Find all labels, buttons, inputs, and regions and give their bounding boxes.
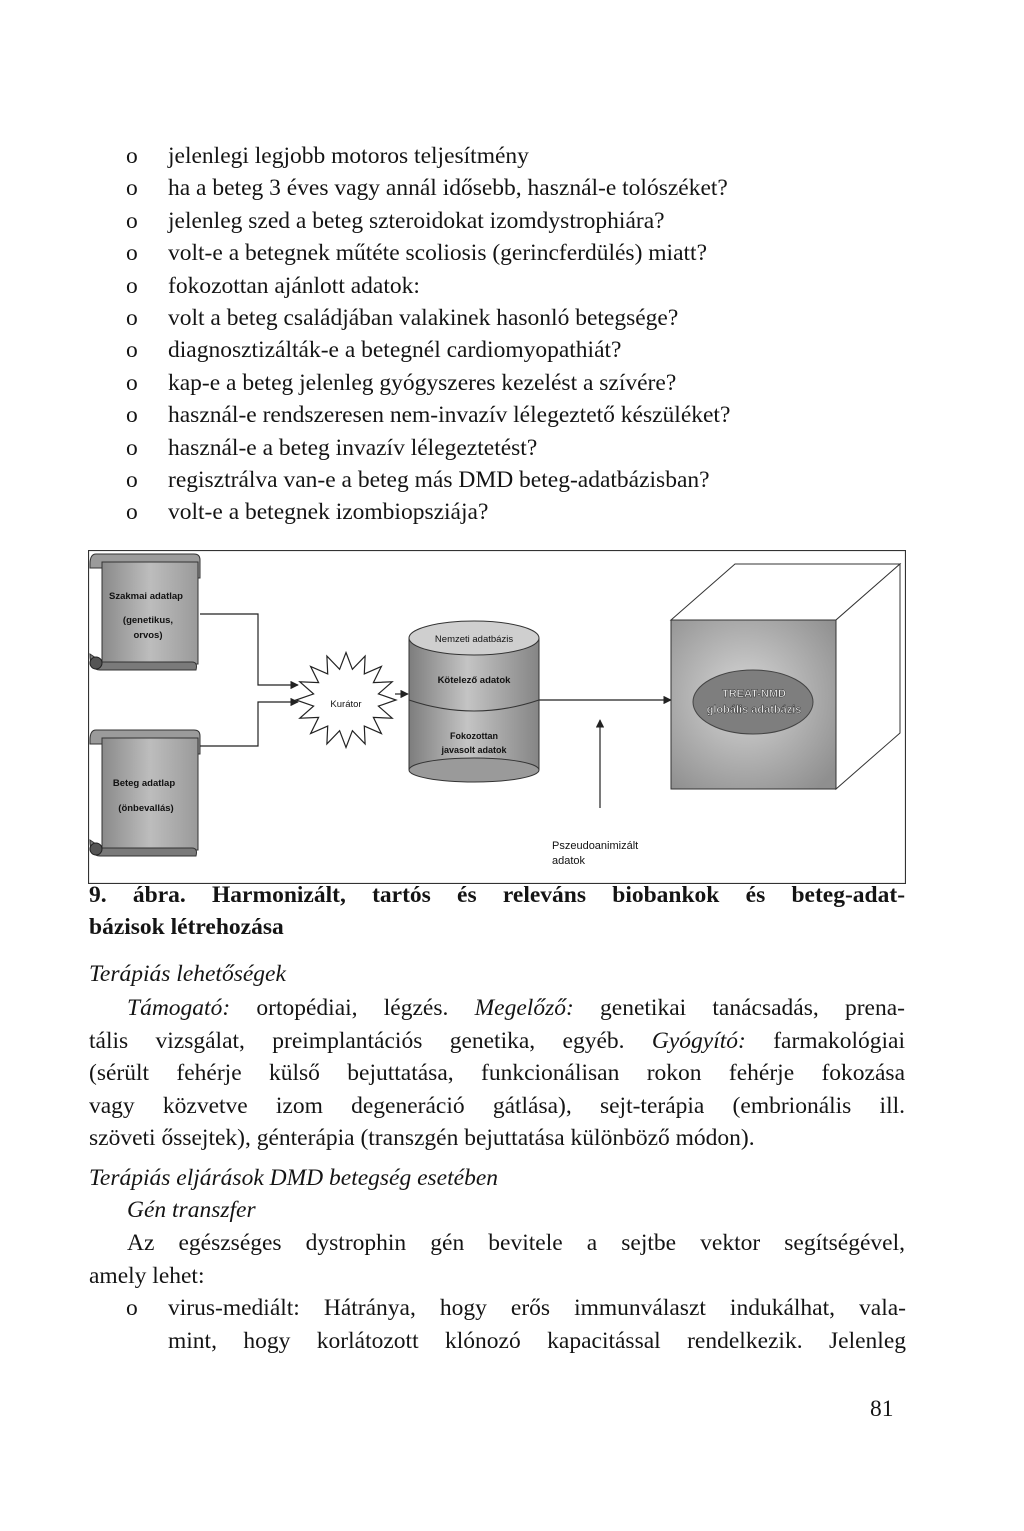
section-heading-procedures: Terápiás eljárások DMD betegség esetében [89, 1165, 499, 1191]
list-item: o kap-e a beteg jelenleg gyógyszeres kezelést a szívére? [126, 369, 677, 396]
page-number: 81 [870, 1396, 894, 1422]
paragraph-line: tális vizsgálat, preimplantációs genetika, egyéb. Gyógyító: farmakológiai [89, 1027, 906, 1054]
paragraph-line: mint, hogy korlátozott klónozó kapacitással rendelkezik. Jelenleg [168, 1327, 906, 1354]
paragraph-line: (sérült fehérje külső bejuttatása, funkcionálisan rokon fehérje fokozása [89, 1060, 905, 1087]
scroll1-line2: (genetikus, [122, 615, 174, 626]
list-item: o fokozottan ajánlott adatok: [126, 272, 420, 299]
db-top-label: Nemzeti adatbázis [434, 634, 514, 645]
scroll2-line2: (önbevallás) [118, 803, 174, 814]
cube-label-1: TREAT-NMD [722, 688, 786, 700]
list-item: o volt-e a betegnek műtéte scoliosis (gerincferdülés) miatt? [126, 240, 707, 267]
list-item: o használ-e a beteg invazív lélegeztetést? [126, 434, 538, 461]
list-item: o jelenlegi legjobb motoros teljesítmény [126, 143, 529, 169]
gene-transfer-paragraph [89, 1227, 905, 1292]
db-recommended-label-2: javasolt adatok [441, 745, 507, 755]
paragraph-line: szöveti őssejtek), génterápia (transzgén bejuttatása különböző módon). [89, 1125, 755, 1152]
cube-label-2: globális adatbázis [706, 704, 802, 716]
db-mandatory-label: Kötelező adatok [437, 675, 511, 686]
pseudo-label-2: adatok [552, 855, 586, 867]
section-heading-therapies: Terápiás lehetőségek [89, 961, 286, 987]
curator-label: Kurátor [330, 699, 362, 710]
caption-line2: bázisok létrehozása [89, 914, 284, 940]
paragraph-line: Támogató: ortopédiai, légzés. Megelőző: genetikai tanácsadás, prena- [127, 995, 905, 1021]
paragraph-line: virus-mediált: Hátránya, hogy erős immunválaszt indukálhat, vala- [168, 1295, 906, 1321]
scroll-patient-sheet [90, 730, 200, 856]
caption-line1: Harmonizált, tartós és releváns biobankok és beteg-adat- [212, 882, 906, 908]
list-item: o volt-e a betegnek izombiopsziája? [126, 499, 489, 526]
figure-caption [89, 879, 905, 943]
scroll2-line1: Beteg adatlap [112, 778, 176, 789]
paragraph-line: amely lehet: [89, 1262, 205, 1289]
scroll-professional-sheet [90, 554, 200, 670]
question-list [126, 140, 926, 529]
curator-starburst [296, 653, 396, 748]
list-item: o ha a beteg 3 éves vagy annál idősebb, használ-e tolószéket? [126, 175, 728, 202]
list-item: o volt a beteg családjában valakinek hasonló betegsége? [126, 304, 679, 331]
therapies-paragraph [89, 992, 905, 1155]
caption-number: 9. ábra. [89, 882, 186, 908]
list-item: o használ-e rendszeresen nem-invazív lélegeztető készüléket? [126, 402, 731, 429]
paragraph-line: Az egészséges dystrophin gén bevitele a sejtbe vektor segítségével, [127, 1230, 905, 1256]
list-item: o virus-mediált: Hátránya, hogy erős immunválaszt indukálhat, vala- mint, hogy korlátozott klónozó kapacitással rendelkezik. Jelenleg [126, 1292, 906, 1357]
pseudo-label-1: Pszeudoanimizált [552, 840, 639, 852]
figure-diagram [88, 550, 906, 884]
scroll1-line1: Szakmai adatlap [109, 591, 183, 602]
list-item: o jelenleg szed a beteg szteroidokat izomdystrophiára? [126, 207, 665, 234]
list-item: o diagnosztizálták-e a betegnél cardiomyopathiát? [126, 337, 622, 364]
treat-nmd-cube [671, 564, 900, 789]
subheading-gene-transfer: Gén transzfer [127, 1197, 256, 1223]
national-database-cylinder [409, 621, 539, 782]
db-recommended-label-1: Fokozottan [450, 731, 498, 741]
list-item: o regisztrálva van-e a beteg más DMD beteg-adatbázisban? [126, 466, 710, 493]
scroll1-line3: orvos) [133, 630, 163, 641]
paragraph-line: vagy közvetve izom degeneráció gátlása), sejt-terápia (embrionális ill. [89, 1092, 905, 1119]
